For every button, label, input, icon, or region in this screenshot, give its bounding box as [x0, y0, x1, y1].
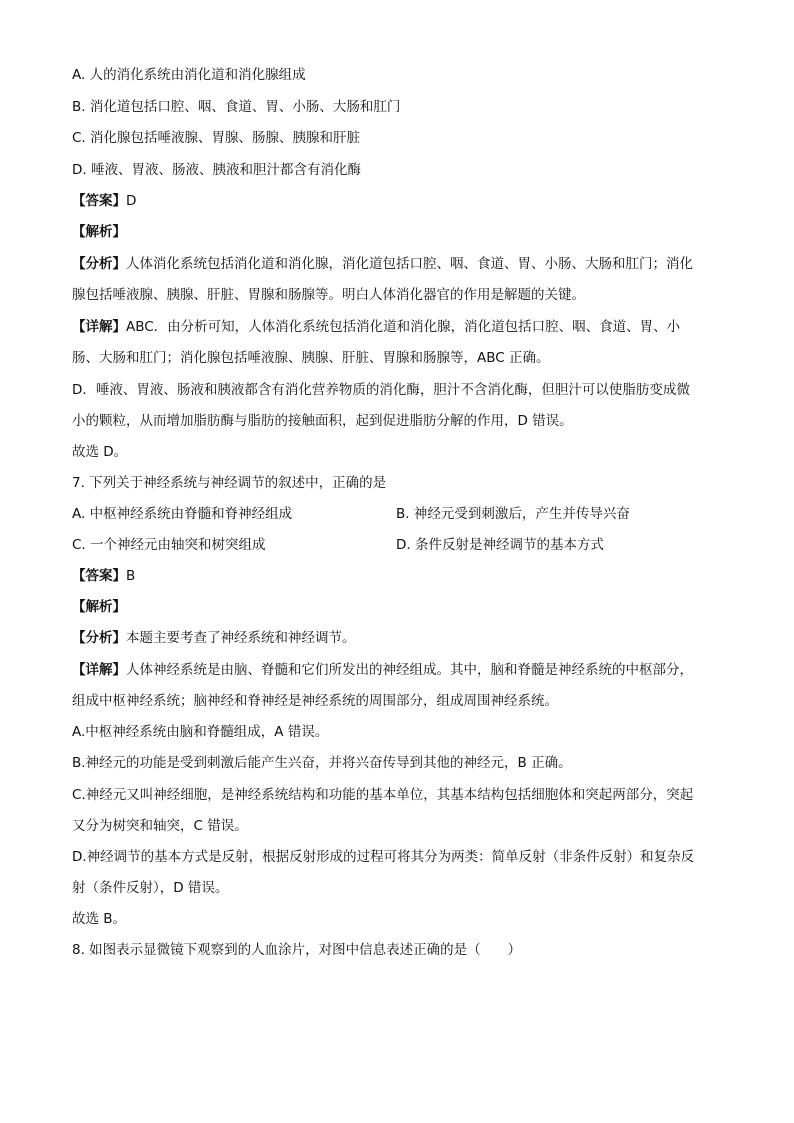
- q6-detail-tag: 【详解】: [72, 319, 126, 335]
- q6-analysis-label: 【解析】: [72, 224, 126, 240]
- q7-answer: [72, 566, 722, 586]
- q6-detail-line-5: 故选 D。: [72, 444, 128, 460]
- q7-detail-line-8: 射（条件反射），D 错误。: [72, 880, 229, 896]
- q7-detail-tag: 【详解】: [72, 662, 126, 678]
- q7-detail-line-5: C.神经元又叫神经细胞，是神经系统结构和功能的基本单位，其基本结构包括细胞体和突起两部分，突起: [72, 787, 694, 803]
- q6-fenxi-text-1: 人体消化系统包括消化道和消化腺，消化道包括口腔、咽、食道、胃、小肠、大肠和肛门；消化: [126, 256, 693, 272]
- q6-answer-value: D: [126, 193, 137, 209]
- q6-detail-line-4: 小的颗粒，从而增加脂肪酶与脂肪的接触面积，起到促进脂肪分解的作用，D 错误。: [72, 413, 573, 429]
- q7-fenxi-line: [72, 628, 722, 648]
- q6-answer-tag: 【答案】: [72, 193, 126, 209]
- q7-option-c: C. 一个神经元由轴突和树突组成: [72, 537, 266, 553]
- q7-analysis-label: 【解析】: [72, 599, 126, 615]
- q7-analysis-tag: [72, 597, 722, 617]
- q7-answer-value: B: [126, 568, 136, 584]
- q7-options-row-2: [72, 535, 722, 555]
- q8-stem: 8. 如图表示显微镜下观察到的人血涂片，对图中信息表述正确的是（ ）: [72, 942, 522, 958]
- q7-answer-tag: 【答案】: [72, 568, 126, 584]
- q6-detail-line-2: 肠、大肠和肛门；消化腺包括唾液腺、胰腺、肝脏、胃腺和肠腺等，ABC 正确。: [72, 350, 550, 366]
- q7-fenxi-tag: 【分析】: [72, 630, 126, 646]
- q6-fenxi-tag: 【分析】: [72, 256, 126, 272]
- q6-option-d: D. 唾液、胃液、肠液、胰液和胆汁都含有消化酶: [72, 162, 361, 178]
- q7-fenxi-text: 本题主要考查了神经系统和神经调节。: [126, 630, 356, 646]
- q7-detail-line-2: 组成中枢神经系统；脑神经和脊神经是神经系统的周围部分，组成周围神经系统。: [72, 693, 558, 709]
- q6-detail-line-3: D．唾液、胃液、肠液和胰液都含有消化营养物质的消化酶，胆汁不含消化酶，但胆汁可以使脂肪变成微: [72, 382, 690, 398]
- q6-fenxi-line-1: [72, 254, 722, 274]
- q6-detail-text-1: ABC．由分析可知，人体消化系统包括消化道和消化腺，消化道包括口腔、咽、食道、胃、小: [126, 319, 681, 335]
- q6-analysis-tag: [72, 222, 722, 242]
- q6-option-c: C. 消化腺包括唾液腺、胃腺、肠腺、胰腺和肝脏: [72, 130, 361, 146]
- q6-option-a: A. 人的消化系统由消化道和消化腺组成: [72, 67, 306, 83]
- q7-option-a: A. 中枢神经系统由脊髓和脊神经组成: [72, 506, 293, 522]
- q6-fenxi-line-2: 腺包括唾液腺、胰腺、肝脏、胃腺和肠腺等。明白人体消化器官的作用是解题的关键。: [72, 287, 585, 303]
- q7-options-row-1: [72, 504, 722, 524]
- q7-detail-text-1: 人体神经系统是由脑、脊髓和它们所发出的神经组成。其中，脑和脊髓是神经系统的中枢部分，: [126, 662, 693, 678]
- q6-option-b: B. 消化道包括口腔、咽、食道、胃、小肠、大肠和肛门: [72, 99, 401, 115]
- q7-detail-line-3: A.中枢神经系统由脑和脊髓组成，A 错误。: [72, 724, 329, 740]
- q7-detail-line-6: 又分为树突和轴突，C 错误。: [72, 818, 248, 834]
- q7-detail-line-1: [72, 660, 722, 680]
- q7-detail-line-7: D.神经调节的基本方式是反射，根据反射形成的过程可将其分为两类：简单反射（非条件反射）和复杂反: [72, 849, 695, 865]
- q6-answer: [72, 191, 722, 211]
- q7-detail-line-4: B.神经元的功能是受到刺激后能产生兴奋，并将兴奋传导到其他的神经元，B 正确。: [72, 755, 572, 771]
- q7-option-d: D. 条件反射是神经调节的基本方式: [396, 537, 604, 553]
- q7-detail-line-9: 故选 B。: [72, 911, 127, 927]
- q7-option-b: B. 神经元受到刺激后，产生并传导兴奋: [396, 506, 630, 522]
- q7-stem: 7. 下列关于神经系统与神经调节的叙述中，正确的是: [72, 475, 387, 491]
- q6-detail-line-1: [72, 317, 722, 337]
